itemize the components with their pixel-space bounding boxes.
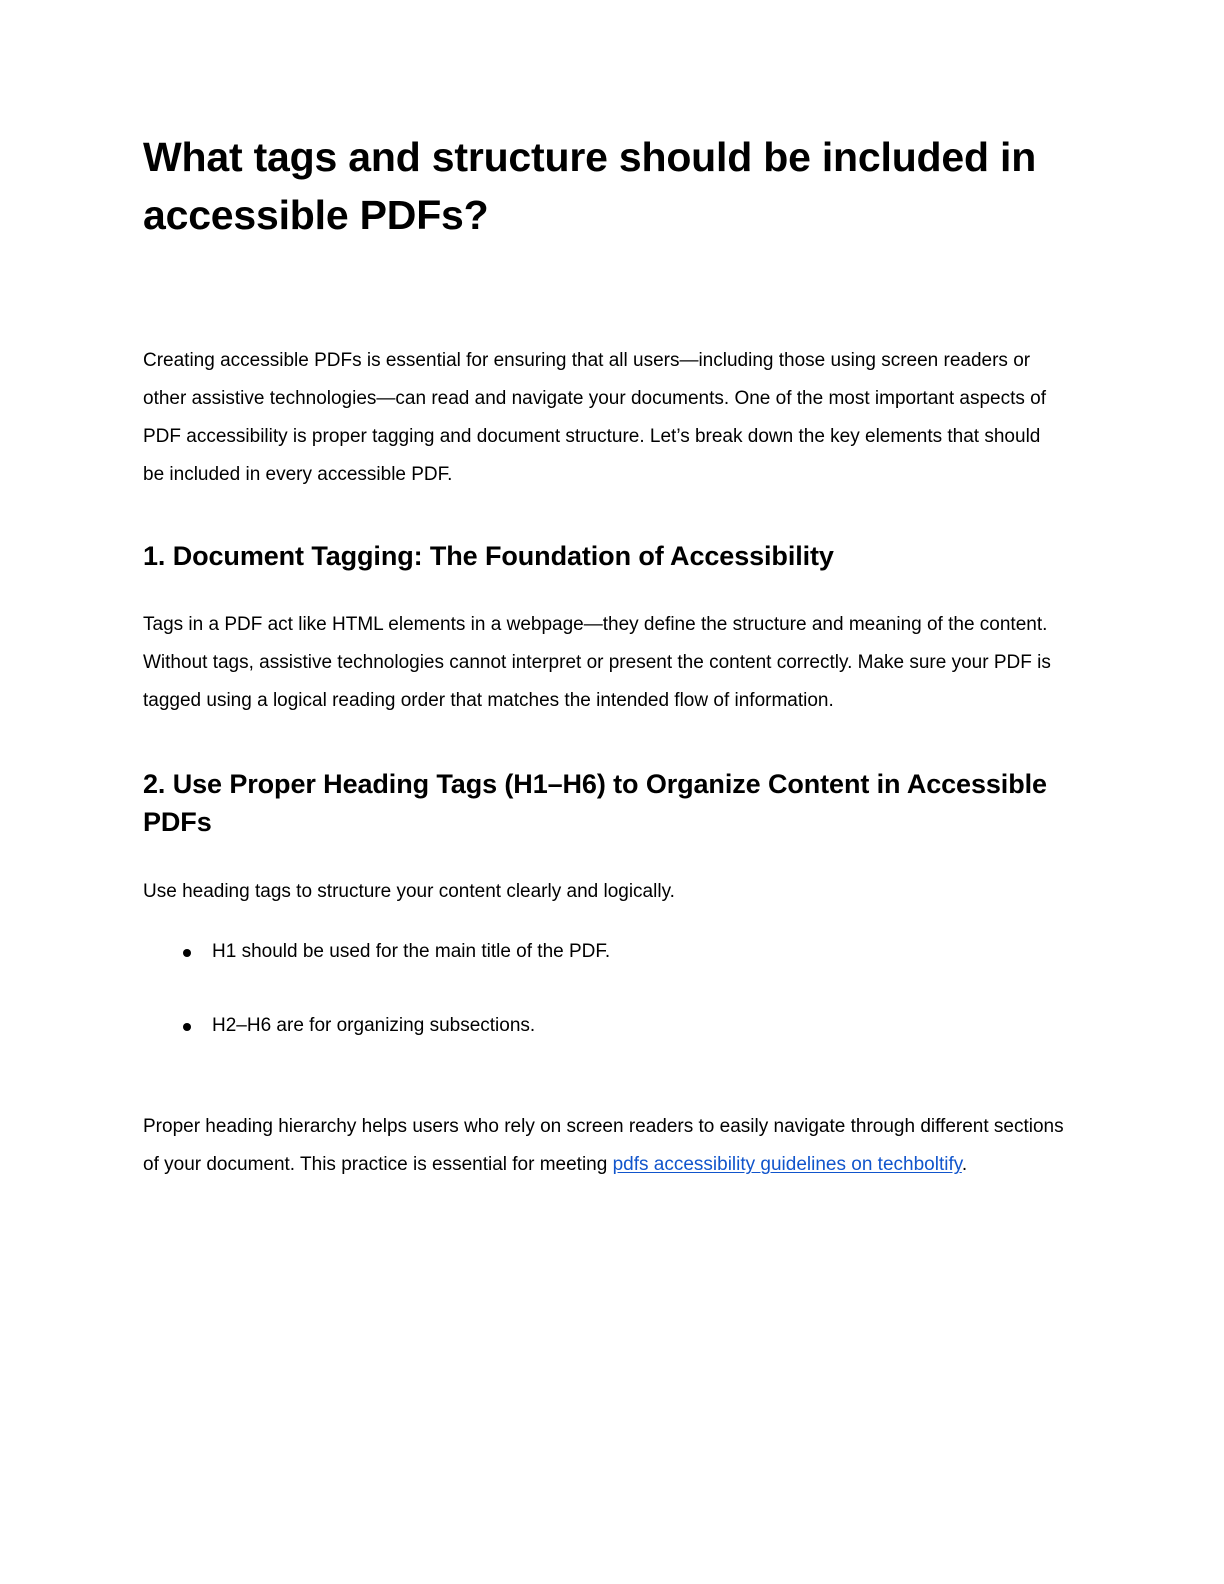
spacer bbox=[143, 1045, 1065, 1108]
page-title: What tags and structure should be included in accessible PDFs? bbox=[143, 134, 1037, 239]
list-item-label: H1 should be used for the main title of the PDF. bbox=[212, 941, 611, 963]
intro-paragraph: Creating accessible PDFs is essential for ensuring that all users—including those using screen readers or other assistive technologies—can read and navigate your documents. One of the most important aspects of PDF accessibility is proper tagging and document structure. Let’s break down the key elements that should be included in every accessible PDF. bbox=[143, 350, 1047, 486]
pdfs-accessibility-guidelines-link[interactable]: pdfs accessibility guidelines on techboltify bbox=[612, 1154, 962, 1176]
closing-paragraph-text-after-link: . bbox=[961, 1154, 968, 1176]
closing-paragraph bbox=[143, 1108, 1065, 1184]
section-heading-2: 2. Use Proper Heading Tags (H1–H6) to Organize Content in Accessible PDFs bbox=[143, 768, 1047, 838]
section-paragraph-2: Use heading tags to structure your content clearly and logically. bbox=[143, 881, 675, 903]
spacer bbox=[143, 244, 1065, 342]
closing-paragraph-text-before-link: Proper heading hierarchy helps users who rely on screen readers to easily navigate through different sections of your document. This practice is essential for meeting bbox=[143, 1116, 1064, 1176]
heading-tags-list bbox=[143, 933, 1065, 1045]
section-heading-1: 1. Document Tagging: The Foundation of Accessibility bbox=[143, 541, 834, 572]
list-item-label: H2–H6 are for organizing subsections. bbox=[212, 1015, 536, 1037]
document-body bbox=[143, 128, 1065, 1184]
bullet-disc-icon bbox=[183, 1007, 192, 1045]
spacer bbox=[143, 720, 1065, 765]
spacer bbox=[143, 841, 1065, 873]
bullet-disc-icon bbox=[183, 933, 192, 971]
spacer bbox=[143, 576, 1065, 606]
list-item bbox=[143, 933, 1065, 971]
spacer bbox=[143, 494, 1065, 537]
section-paragraph-1: Tags in a PDF act like HTML elements in a webpage—they define the structure and meaning of the content. Without tags, assistive technologies cannot interpret or present the content correctly. Make sure your PDF is tagged using a logical reading order that matches the intended flow of information. bbox=[143, 613, 1051, 711]
list-item bbox=[143, 1007, 1065, 1045]
